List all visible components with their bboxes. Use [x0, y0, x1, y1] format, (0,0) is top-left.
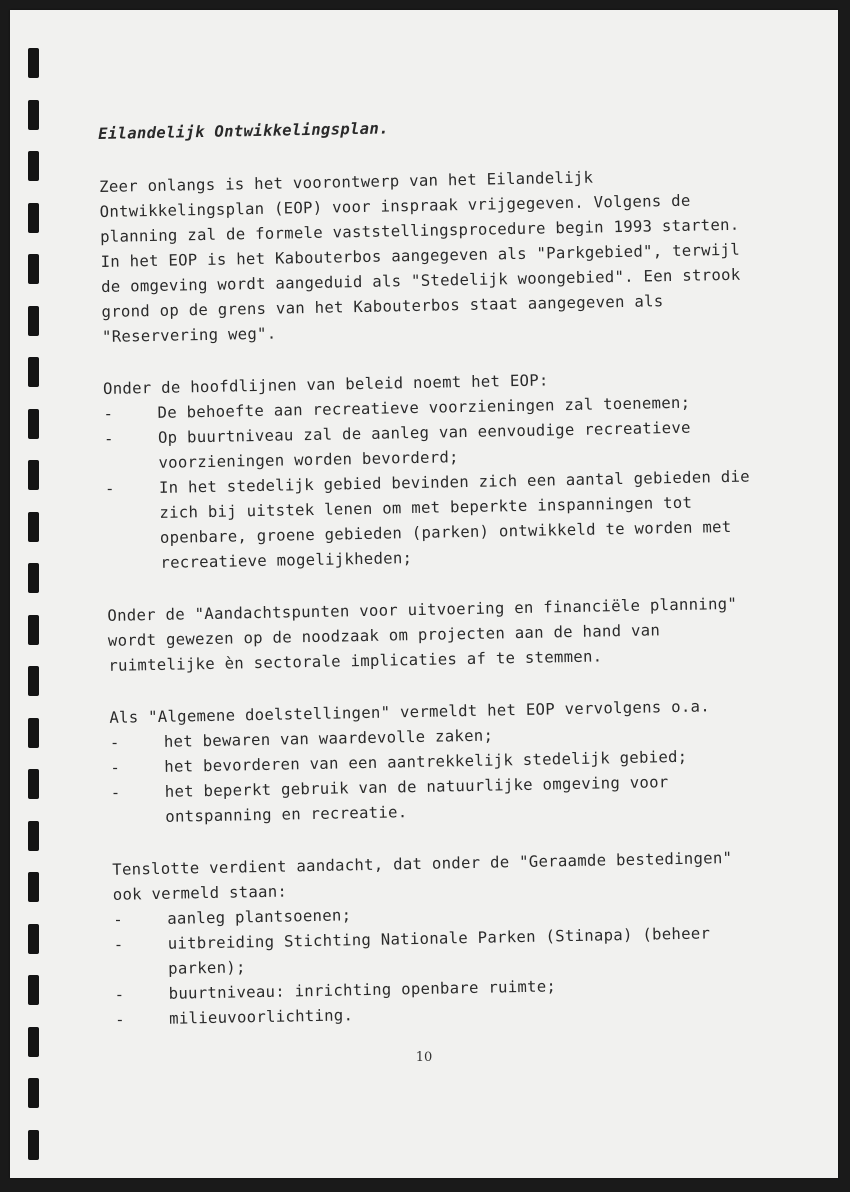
page-number: 10: [415, 1050, 433, 1065]
bullet-dash: -: [109, 733, 120, 752]
list-item-text: Op buurtniveau zal de aanleg van eenvoudige recreatieve voorzieningen worden bevorderd;: [157, 418, 691, 472]
list-item-text: het bevorderen van een aantrekkelijk stedelijk gebied;: [164, 747, 688, 776]
bullet-dash: -: [113, 935, 124, 954]
binding-hole: [28, 151, 39, 181]
section3-heading: Tenslotte verdient aandacht, dat onder de "Geraamde bestedingen" ook vermeld staan:: [112, 848, 733, 904]
binding-holes: [28, 10, 42, 1178]
list-item-text: De behoefte aan recreatieve voorzieningen zal toenemen;: [157, 393, 691, 422]
binding-hole: [28, 254, 39, 284]
zoning-paragraph: In het EOP is het Kabouterbos aangegeven als "Parkgebied", terwijl de omgeving wordt aangeduid als "Stedelijk woongebied". Een strook grond op de grens van het Kabouterbos staat aangegeven als "Reservering weg".: [100, 240, 741, 346]
bullet-dash: -: [110, 783, 121, 802]
section2-heading: Als "Algemene doelstellingen" vermeldt het EOP vervolgens o.a.: [109, 697, 711, 727]
page-body: [98, 113, 765, 1033]
list-item-text: In het stedelijk gebied bevinden zich een aantal gebieden die zich bij uitstek lenen om met beperkte inspanningen tot openbare, groene gebieden (parken) ontwikkeld te worden met recreatieve mogelijkheden;: [158, 467, 751, 572]
binding-hole: [28, 357, 39, 387]
document-page: [10, 10, 838, 1178]
binding-hole: [28, 769, 39, 799]
binding-hole: [28, 718, 39, 748]
list-item-text: buurtniveau: inrichting openbare ruimte;: [168, 977, 557, 1003]
binding-hole: [28, 203, 39, 233]
list-item-text: het bewaren van waardevolle zaken;: [163, 726, 494, 751]
binding-hole: [28, 666, 39, 696]
binding-hole: [28, 872, 39, 902]
list-item-text: het beperkt gebruik van de natuurlijke omgeving voor ontspanning en recreatie.: [164, 773, 669, 826]
bullet-dash: -: [104, 479, 115, 498]
list-item: [105, 464, 757, 576]
binding-hole: [28, 1078, 39, 1108]
binding-hole: [28, 821, 39, 851]
bullet-dash: -: [114, 985, 125, 1004]
intro-paragraph: Zeer onlangs is het voorontwerp van het Eilandelijk Ontwikkelingsplan (EOP) voor inspraak vrijgegeven. Volgens de planning zal de formele vaststellingsprocedure begin 1993 starten.: [99, 168, 740, 246]
binding-hole: [28, 563, 39, 593]
binding-hole: [28, 409, 39, 439]
binding-hole: [28, 615, 39, 645]
bullet-dash: -: [113, 910, 124, 929]
list-item-text: milieuvoorlichting.: [168, 1006, 354, 1028]
bullet-dash: -: [103, 429, 114, 448]
section1-heading: Onder de hoofdlijnen van beleid noemt het EOP:: [102, 371, 549, 398]
binding-hole: [28, 306, 39, 336]
list-item-text: aanleg plantsoenen;: [167, 906, 352, 928]
bullet-dash: -: [115, 1010, 126, 1029]
document-title: Eilandelijk Ontwikkelingsplan.: [98, 119, 389, 143]
bullet-dash: -: [110, 758, 121, 777]
attention-paragraph: Onder de "Aandachtspunten voor uitvoering en financiële planning" wordt gewezen op de noodzaak om projecten aan de hand van ruimtelijke èn sectorale implicaties af te stemmen.: [107, 594, 738, 675]
binding-hole: [28, 48, 39, 78]
list-item-text: uitbreiding Stichting Nationale Parken (Stinapa) (beheer parken);: [167, 924, 711, 978]
binding-hole: [28, 1130, 39, 1160]
binding-hole: [28, 100, 39, 130]
section3-list: [113, 895, 765, 1032]
section1-list: [103, 389, 756, 576]
section2-list: [110, 718, 762, 830]
bullet-dash: -: [103, 404, 114, 423]
binding-hole: [28, 924, 39, 954]
binding-hole: [28, 975, 39, 1005]
binding-hole: [28, 460, 39, 490]
binding-hole: [28, 512, 39, 542]
